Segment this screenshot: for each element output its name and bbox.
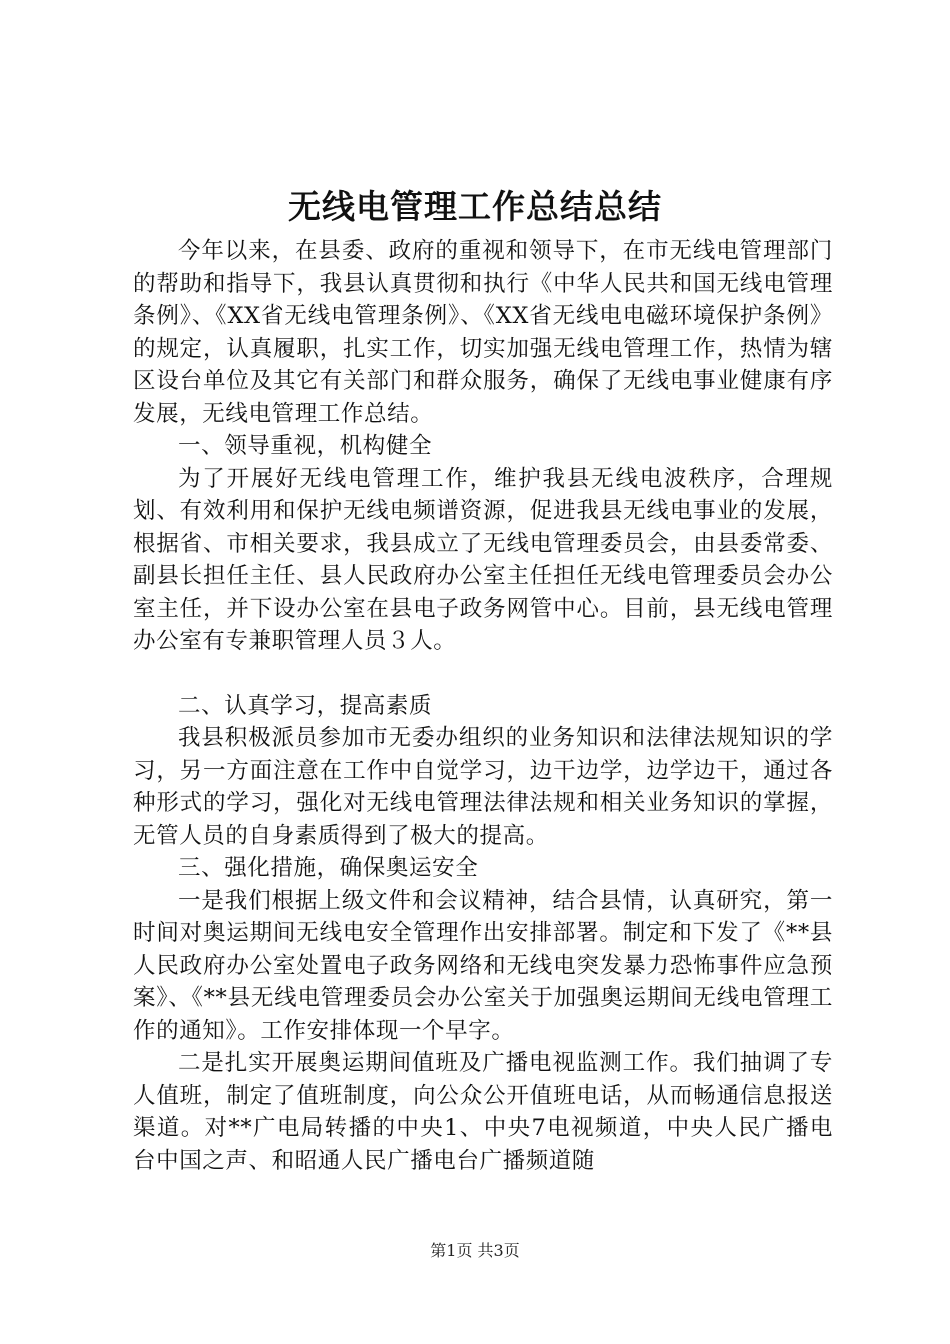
intro-paragraph: 今年以来，在县委、政府的重视和领导下，在市无线电管理部门的帮助和指导下，我县认真贯彻和执行《中华人民共和国无线电管理条例》、《XX省无线电管理条例》、《XX省无线电电磁环境保护条例》的规定，认真履职，扎实工作，切实加强无线电管理工作，热情为辖区设台单位及其它有关部门和群众服务，确保了无线电事业健康有序发展，无线电管理工作总结。	[133, 238, 833, 427]
section-heading-2: 二、认真学习，提高素质	[178, 692, 433, 719]
section-1-paragraph: 为了开展好无线电管理工作，维护我县无线电波秩序，合理规划、有效利用和保护无线电频谱资源，促进我县无线电事业的发展，根据省、市相关要求，我县成立了无线电管理委员会，由县委常委、副县长担任主任、县人民政府办公室主任担任无线电管理委员会办公室主任，并下设办公室在县电子政务网管中心。目前，县无线电管理办公室有专兼职管理人员３人。	[133, 465, 833, 654]
section-2-paragraph: 我县积极派员参加市无委办组织的业务知识和法律法规知识的学习，另一方面注意在工作中自觉学习，边干边学，边学边干，通过各种形式的学习，强化对无线电管理法律法规和相关业务知识的掌握，无管人员的自身素质得到了极大的提高。	[133, 725, 833, 849]
section-heading-1: 一、领导重视，机构健全	[178, 433, 433, 459]
section-3-paragraph-2: 二是扎实开展奥运期间值班及广播电视监测工作。我们抽调了专人值班，制定了值班制度，向公众公开值班电话，从而畅通信息报送渠道。对**广电局转播的中央1、中央7电视频道，中央人民广播电台中国之声、和昭通人民广播电台广播频道随	[133, 1050, 833, 1174]
paragraph-spacer	[133, 658, 833, 690]
document-title: 无线电管理工作总结总结	[288, 187, 662, 226]
section-heading-3: 三、强化措施，确保奥运安全	[178, 855, 479, 881]
page-footer: 第1页 共3页	[430, 1241, 520, 1260]
section-3-paragraph-1: 一是我们根据上级文件和会议精神，结合县情，认真研究，第一时间对奥运期间无线电安全管理作出安排部署。制定和下发了《**县人民政府办公室处置电子政务网络和无线电突发暴力恐怖事件应急预案》、《**县无线电管理委员会办公室关于加强奥运期间无线电管理工作的通知》。工作安排体现一个早字。	[133, 887, 833, 1044]
document-body	[133, 235, 833, 1177]
